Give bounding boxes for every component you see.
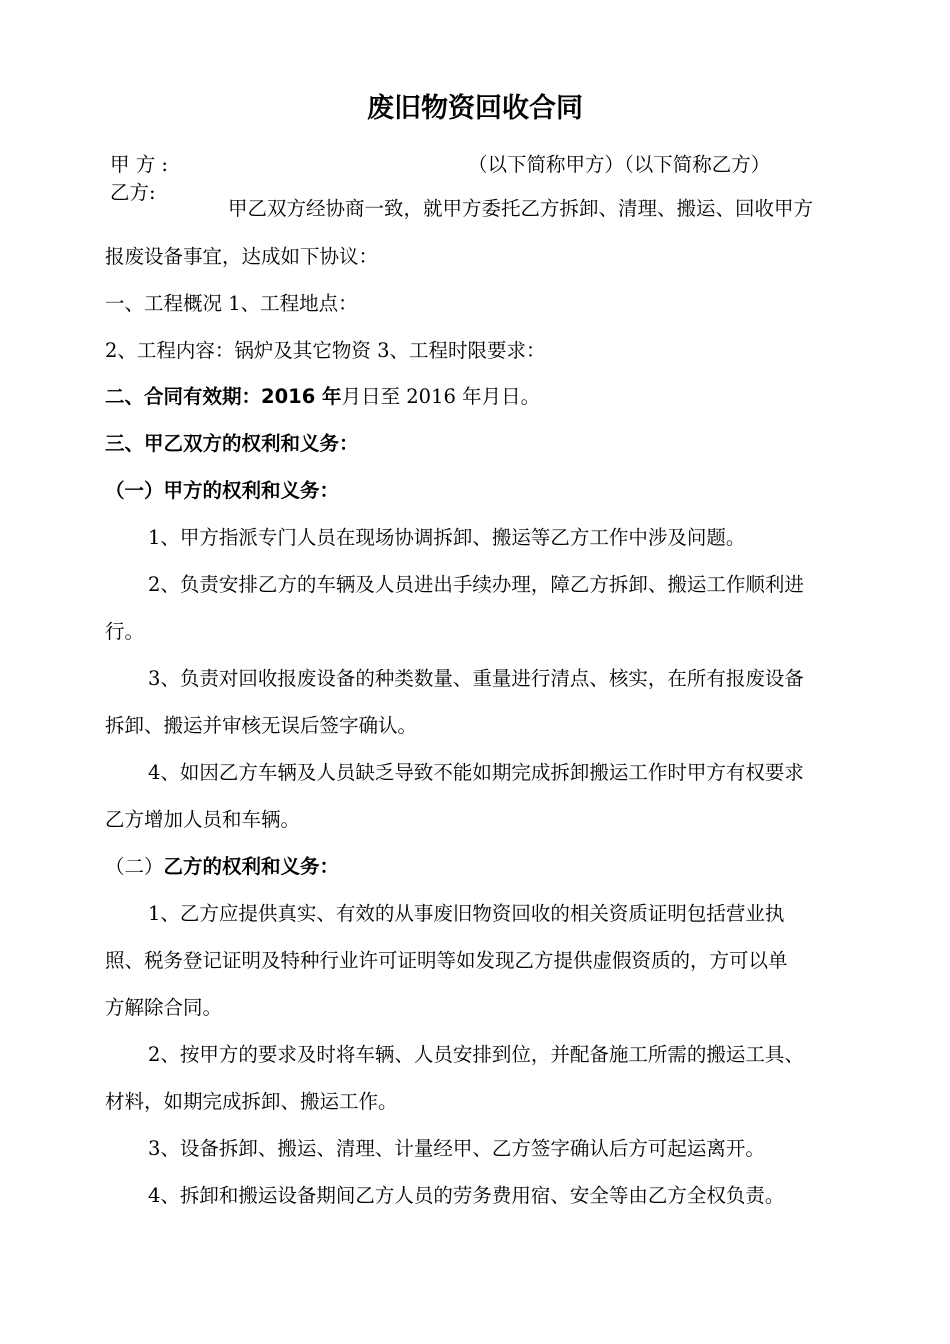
section-2-heading [105, 383, 540, 411]
contract-period-label: 二、合同有效期：2016 年 [105, 385, 342, 408]
party-b-obligation-line: 4、拆卸和搬运设备期间乙方人员的劳务费用宿、安全等由乙方全权负责。 [148, 1184, 785, 1207]
subsection-b-title: 乙方的权利和义务： [163, 855, 340, 878]
party-a-obligation-line: 乙方增加人员和车辆。 [105, 808, 301, 831]
party-a-obligation-line: 2、负责安排乙方的车辆及人员进出手续办理，障乙方拆卸、搬运工作顺利进 [148, 573, 804, 596]
party-a-obligation-line: 3、负责对回收报废设备的种类数量、重量进行清点、核实，在所有报废设备 [148, 667, 804, 690]
subsection-b-prefix: （二） [105, 855, 164, 878]
subsection-b-heading [105, 853, 339, 881]
party-b-obligation-line: 照、税务登记证明及特种行业许可证明等如发现乙方提供虚假资质的，方可以单 [105, 949, 788, 972]
party-b-obligation-line: 方解除合同。 [105, 996, 223, 1019]
party-b-obligation-line: 2、按甲方的要求及时将车辆、人员安排到位，并配备施工所需的搬运工具、 [148, 1043, 804, 1066]
party-b-obligation-line: 1、乙方应提供真实、有效的从事废旧物资回收的相关资质证明包括营业执 [148, 902, 785, 925]
party-a-label: 甲 方 : [110, 153, 168, 176]
party-a-obligation-line: 1、甲方指派专门人员在现场协调拆卸、搬运等乙方工作中涉及问题。 [148, 526, 746, 549]
contract-period-dates: 月日至 2016 年月日。 [341, 385, 541, 408]
section-1-heading: 一、工程概况 1、工程地点： [105, 292, 358, 315]
subsection-a-heading: （一）甲方的权利和义务： [105, 479, 340, 502]
intro-paragraph-line: 报废设备事宜，达成如下协议： [105, 245, 379, 268]
party-a-obligation-line: 拆卸、搬运并审核无误后签字确认。 [105, 714, 418, 737]
section-1-item-2: 2、工程内容：锅炉及其它物资 3、工程时限要求： [105, 339, 546, 362]
abbreviation-note: （以下简称甲方）（以下简称乙方） [468, 153, 771, 176]
intro-paragraph-line: 甲乙双方经协商一致，就甲方委托乙方拆卸、清理、搬运、回收甲方 [228, 197, 814, 220]
party-a-obligation-line: 行。 [105, 620, 145, 643]
party-b-obligation-line: 3、设备拆卸、搬运、清理、计量经甲、乙方签字确认后方可起运离开。 [148, 1137, 765, 1160]
party-b-label: 乙方: [110, 181, 156, 204]
section-3-heading: 三、甲乙双方的权利和义务： [105, 432, 359, 455]
document-title: 废旧物资回收合同 [367, 93, 583, 124]
party-a-obligation-line: 4、如因乙方车辆及人员缺乏导致不能如期完成拆卸搬运工作时甲方有权要求 [148, 761, 804, 784]
party-b-obligation-line: 材料，如期完成拆卸、搬运工作。 [105, 1090, 398, 1113]
